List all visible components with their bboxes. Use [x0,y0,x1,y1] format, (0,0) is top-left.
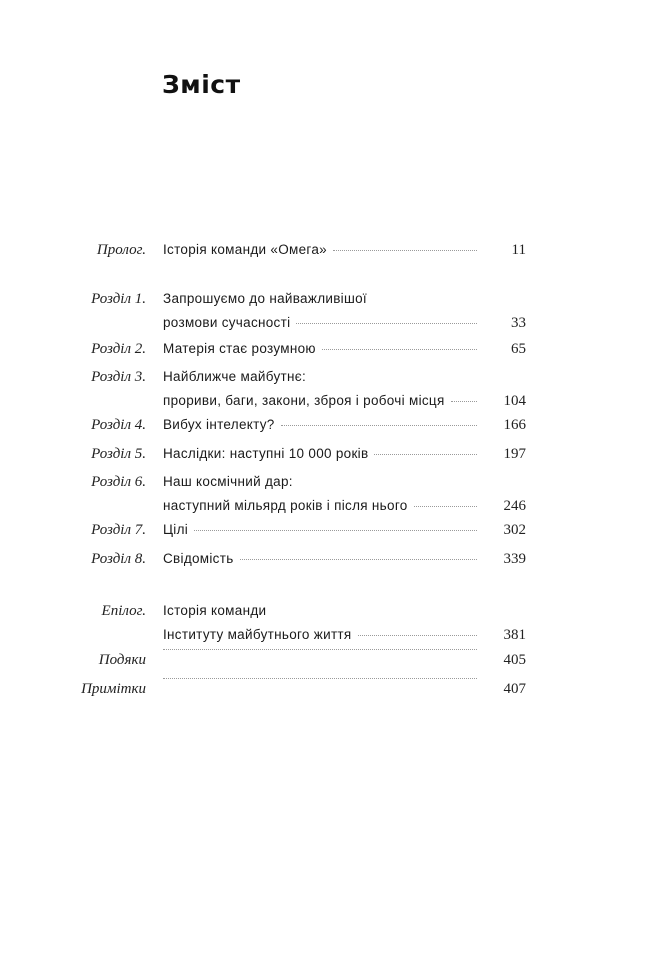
toc-entry-title-leader [163,652,483,674]
toc-entry-title-leader [163,242,483,264]
toc-entry-title-leader [163,498,483,520]
dot-leader [194,530,477,531]
toc-entry-page-number: 302 [503,522,526,538]
toc-entry-page-number: 339 [503,551,526,567]
toc-entry-page-number: 11 [511,242,526,258]
toc-entry-title-leader [163,681,483,703]
toc-entry-title: прориви, баги, закони, зброя і робочі місця [163,393,445,408]
toc-entry-title: Інституту майбутнього життя [163,627,352,642]
toc-entry-label: Розділ 3. [91,369,146,385]
toc-entry-title: Історія команди [163,603,267,618]
toc-entry-page-number: 381 [503,627,526,643]
toc-entry-title: Цілі [163,522,189,537]
toc-entry-title-leader [163,341,483,363]
dot-leader [163,678,477,679]
toc-entry-label: Розділ 6. [91,474,146,490]
toc-entry-title: Свідомість [163,551,234,566]
toc-entry-page-number: 166 [503,417,526,433]
dot-leader [333,250,477,251]
toc-entry-page-number: 104 [503,393,526,409]
toc-entry-title-leader [163,315,483,337]
dot-leader [322,349,477,350]
toc-entry-title: Найближче майбутнє: [163,369,307,384]
toc-entry-label: Примітки [81,681,146,697]
dot-leader [281,425,477,426]
page-title: Зміст [162,70,241,99]
toc-entry-label: Розділ 7. [91,522,146,538]
dot-leader [240,559,477,560]
toc-entry-page-number: 33 [511,315,526,331]
toc-entry-label: Епілог. [101,603,146,619]
toc-entry-title-leader [163,417,483,439]
toc-entry-label: Пролог. [96,242,146,258]
toc-entry-title: розмови сучасності [163,315,291,330]
dot-leader [358,635,477,636]
toc-entry-label: Розділ 2. [91,341,146,357]
toc-entry-title-leader [163,446,483,468]
toc-entry-title-leader [163,393,483,415]
toc-entry-page-number: 197 [503,446,526,462]
toc-entry-page-number: 65 [511,341,526,357]
toc-entry-title-leader [163,522,483,544]
dot-leader [296,323,477,324]
toc-entry-title: Вибух інтелекту? [163,417,275,432]
toc-entry-title: Наслідки: наступні 10 000 років [163,446,369,461]
toc-entry-title: наступний мільярд років і після нього [163,498,408,513]
toc-entry-title: Наш космічний дар: [163,474,293,489]
toc-entry-label: Розділ 4. [91,417,146,433]
toc-entry-label: Розділ 8. [91,551,146,567]
toc-entry-label: Розділ 1. [91,291,146,307]
toc-entry-title: Історія команди «Омега» [163,242,327,257]
toc-entry-page-number: 405 [503,652,526,668]
dot-leader [163,649,477,650]
toc-entry-title: Запрошуємо до найважливішої [163,291,367,306]
toc-entry-title: Матерія стає розумною [163,341,316,356]
toc-entry-title-leader [163,627,483,649]
toc-entry-title-leader [163,551,483,573]
dot-leader [374,454,477,455]
toc-entry-label: Подяки [98,652,146,668]
toc-entry-page-number: 407 [503,681,526,697]
toc-entry-label: Розділ 5. [91,446,146,462]
toc-entry-page-number: 246 [503,498,526,514]
